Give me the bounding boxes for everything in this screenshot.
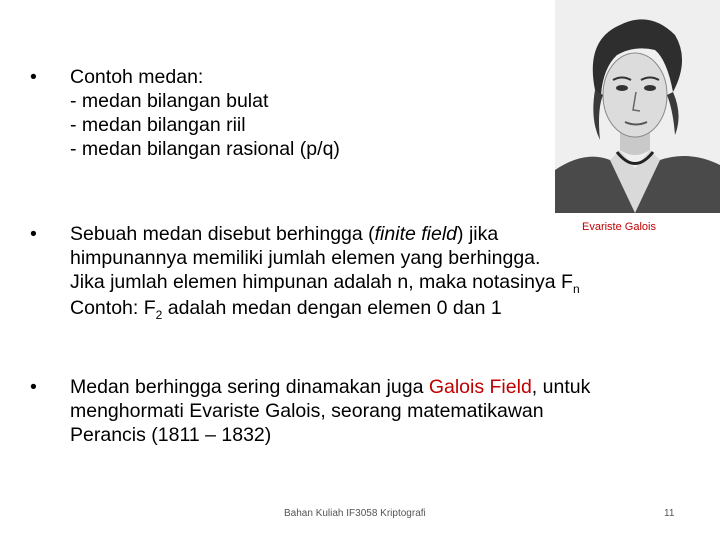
portrait-caption: Evariste Galois xyxy=(582,221,656,233)
subscript: n xyxy=(572,282,580,296)
galois-field-line-2: menghormati Evariste Galois, seorang matematikawan xyxy=(70,400,544,422)
bullet-finite-field xyxy=(30,222,580,322)
example-item: - medan bilangan rasional (p/q) xyxy=(70,138,340,160)
bullet-dot: • xyxy=(30,66,37,88)
finite-field-term: finite field xyxy=(374,223,458,245)
finite-field-line-2: himpunannya memiliki jumlah elemen yang berhingga. xyxy=(70,247,541,269)
finite-field-line-4 xyxy=(70,296,580,322)
text-span: adalah medan dengan elemen 0 dan 1 xyxy=(162,297,502,319)
text-span: Jika jumlah elemen himpunan adalah n, maka notasinya F xyxy=(70,271,573,293)
finite-field-line-1 xyxy=(70,222,580,246)
galois-portrait xyxy=(555,0,720,213)
text-span: ) jika xyxy=(457,223,499,245)
bullet-dot: • xyxy=(30,376,37,398)
text-span: , untuk xyxy=(531,376,591,398)
finite-field-line-3 xyxy=(70,270,580,296)
bullet-galois-field xyxy=(30,375,590,447)
examples-title: Contoh medan: xyxy=(70,66,204,88)
text-span: Contoh: F xyxy=(70,297,156,319)
example-item: - medan bilangan bulat xyxy=(70,90,269,112)
bullet-examples xyxy=(30,65,340,161)
galois-field-line-3: Perancis (1811 – 1832) xyxy=(70,424,272,446)
bullet-dot: • xyxy=(30,223,37,245)
page-number: 11 xyxy=(664,508,675,519)
footer-course: Bahan Kuliah IF3058 Kriptografi xyxy=(284,508,426,519)
galois-field-term: Galois Field xyxy=(428,376,532,398)
example-item: - medan bilangan riil xyxy=(70,114,246,136)
text-span: Medan berhingga sering dinamakan juga xyxy=(70,376,429,398)
subscript: 2 xyxy=(155,308,163,322)
galois-field-line-1 xyxy=(70,375,590,399)
text-span: Sebuah medan disebut berhingga ( xyxy=(70,223,375,245)
